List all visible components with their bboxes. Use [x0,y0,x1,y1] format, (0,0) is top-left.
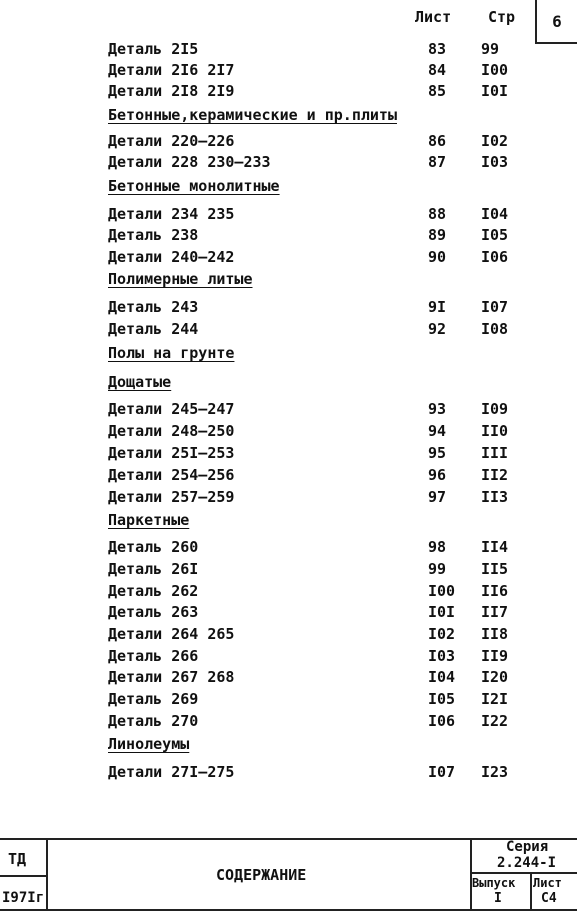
contents-row [0,647,577,667]
section-heading: Полы на грунте [108,344,235,362]
sheet-number: I02 [428,625,456,643]
sheet-number: I07 [428,763,456,781]
title-block-divider-left-h [0,875,47,877]
detail-name: Детали 2I8 2I9 [108,82,235,100]
section-heading: Дощатые [108,373,172,391]
detail-name: Детали 25I–253 [108,444,235,462]
sheet-number: 89 [428,226,447,244]
sheet-number: 99 [428,560,447,578]
detail-name: Деталь 270 [108,712,199,730]
sheet-number: I03 [428,647,456,665]
title-block [0,838,577,912]
page-reference: II7 [481,603,509,621]
detail-name: Деталь 26I [108,560,199,578]
sheet-number: 83 [428,40,447,58]
page-reference: I05 [481,226,509,244]
section-heading: Полимерные литые [108,270,253,288]
detail-name: Детали 228 230–233 [108,153,271,171]
contents-row [0,466,577,486]
detail-name: Детали 2I6 2I7 [108,61,235,79]
stamp-left-top: ТД [8,850,27,868]
section-heading-row [0,373,577,393]
detail-name: Детали 220–226 [108,132,235,150]
sheet-number: 98 [428,538,447,556]
detail-name: Детали 240–242 [108,248,235,266]
contents-row [0,625,577,645]
contents-row [0,690,577,710]
page-reference: II8 [481,625,509,643]
page-reference: I2I [481,690,509,708]
contents-row [0,40,577,60]
stamp-left-bottom: I97Iг [2,890,45,906]
page-reference: I03 [481,153,509,171]
page-reference: II2 [481,466,509,484]
detail-name: Деталь 2I5 [108,40,199,58]
title-block-top-line [0,838,577,840]
sheet-number: 9I [428,298,447,316]
detail-name: Деталь 260 [108,538,199,556]
detail-name: Детали 27I–275 [108,763,235,781]
contents-row [0,582,577,602]
detail-name: Детали 248–250 [108,422,235,440]
section-heading-row [0,177,577,197]
contents-row [0,668,577,688]
contents-row [0,400,577,420]
page-reference: II5 [481,560,509,578]
contents-row [0,153,577,173]
page-reference: I08 [481,320,509,338]
page-reference: I23 [481,763,509,781]
series-value: 2.244-I [497,855,557,871]
contents-row [0,205,577,225]
document-title: СОДЕРЖАНИЕ [216,866,307,884]
contents-row [0,444,577,464]
series-label: Серия [506,839,549,855]
page-number: 6 [552,11,562,31]
sheet-number: 85 [428,82,447,100]
title-block-divider-right-h [470,872,577,874]
section-heading-row [0,270,577,290]
section-heading-row [0,735,577,755]
sheet-number: 93 [428,400,447,418]
title-block-bottom-line [0,909,577,911]
page-reference: I04 [481,205,509,223]
detail-name: Детали 264 265 [108,625,235,643]
sheet-number: 92 [428,320,447,338]
contents-row [0,61,577,81]
page-reference: 99 [481,40,500,58]
sheet-number: I0I [428,603,456,621]
sheet-column-header: Лист [415,8,452,26]
sheet-number: 84 [428,61,447,79]
contents-row [0,248,577,268]
detail-name: Деталь 238 [108,226,199,244]
contents-row [0,132,577,152]
page-reference: I00 [481,61,509,79]
sheet-number: 87 [428,153,447,171]
stamp-sheet-label: Лист [533,876,562,890]
sheet-number: 88 [428,205,447,223]
section-heading-row [0,511,577,531]
sheet-number: 86 [428,132,447,150]
contents-row [0,560,577,580]
section-heading: Бетонные,керамические и пр.плиты [108,106,397,124]
page-number-box [535,0,577,44]
detail-name: Детали 234 235 [108,205,235,223]
sheet-number: 94 [428,422,447,440]
detail-name: Деталь 262 [108,582,199,600]
detail-name: Деталь 269 [108,690,199,708]
sheet-number: 95 [428,444,447,462]
detail-name: Деталь 244 [108,320,199,338]
page-reference: I06 [481,248,509,266]
section-heading: Линолеумы [108,735,190,753]
sheet-number: I00 [428,582,456,600]
detail-name: Деталь 266 [108,647,199,665]
contents-row [0,82,577,102]
title-block-divider-right [470,838,472,911]
page-reference: II6 [481,582,509,600]
page-reference: I09 [481,400,509,418]
detail-name: Детали 254–256 [108,466,235,484]
section-heading: Бетонные монолитные [108,177,280,195]
issue-label: Выпуск [472,876,516,890]
section-heading-row [0,106,577,126]
detail-name: Деталь 263 [108,603,199,621]
sheet-number: I04 [428,668,456,686]
page-reference: III [481,444,509,462]
contents-row [0,763,577,783]
page-column-header: Стр [488,8,516,26]
sheet-number: I05 [428,690,456,708]
contents-row [0,422,577,442]
sheet-number: 96 [428,466,447,484]
detail-name: Детали 245–247 [108,400,235,418]
stamp-sheet-value: С4 [541,891,557,906]
sheet-number: 97 [428,488,447,506]
detail-name: Детали 267 268 [108,668,235,686]
contents-row [0,226,577,246]
page-reference: I22 [481,712,509,730]
page-reference: I02 [481,132,509,150]
page-reference: II9 [481,647,509,665]
issue-value: I [494,891,502,906]
contents-row [0,712,577,732]
page-reference: II0 [481,422,509,440]
page-reference: I0I [481,82,509,100]
section-heading: Паркетные [108,511,190,529]
page-reference: I07 [481,298,509,316]
section-heading-row [0,344,577,364]
sheet-number: 90 [428,248,447,266]
contents-row [0,603,577,623]
detail-name: Детали 257–259 [108,488,235,506]
contents-row [0,298,577,318]
contents-row [0,538,577,558]
contents-row [0,488,577,508]
contents-row [0,320,577,340]
detail-name: Деталь 243 [108,298,199,316]
title-block-divider-right-v [530,872,532,911]
page-reference: I20 [481,668,509,686]
page-reference: II4 [481,538,509,556]
sheet-number: I06 [428,712,456,730]
page-reference: II3 [481,488,509,506]
